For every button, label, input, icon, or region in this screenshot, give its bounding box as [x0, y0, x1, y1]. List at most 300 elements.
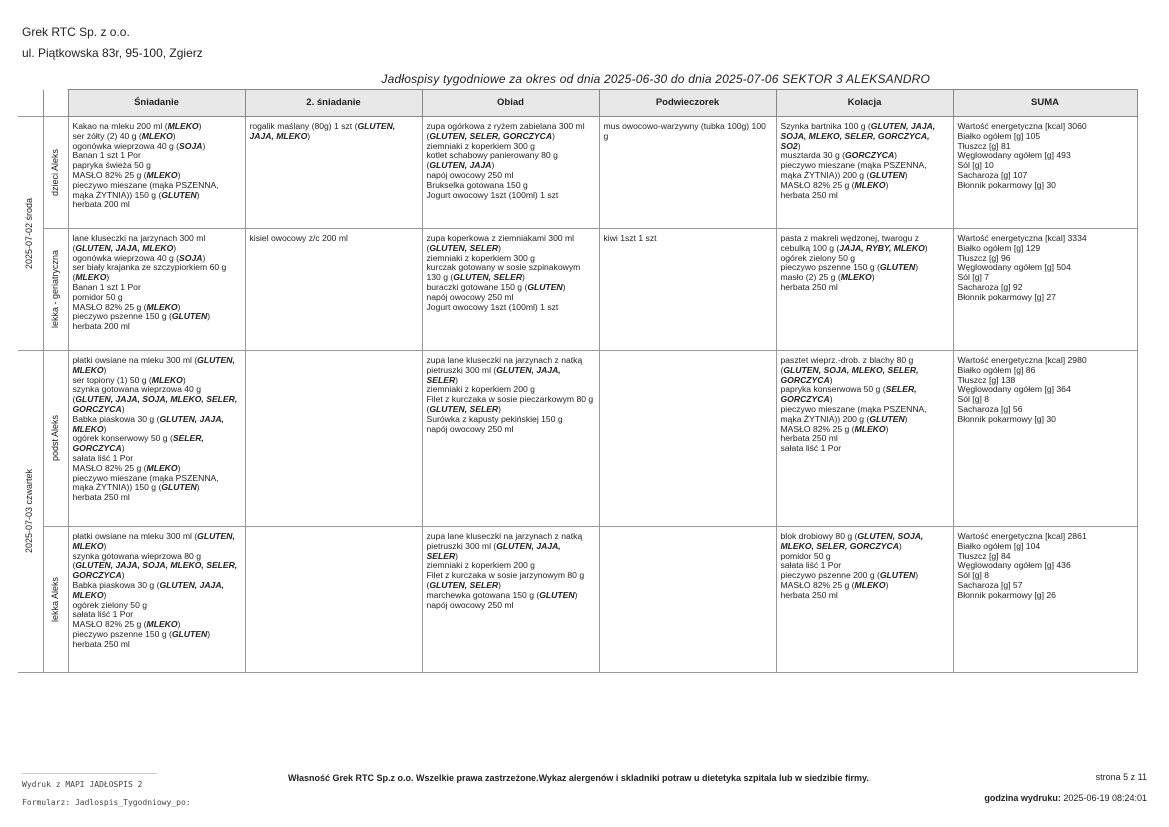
ownership-note: Własność Grek RTC Sp.z o.o. Wszelkie prawa zastrzeżone.Wykaz alergenów i skladniki potraw u dietetyka szpitala lub w siedzibie firmy.	[288, 773, 869, 783]
closing-paren: )	[574, 589, 578, 600]
menu-item	[73, 322, 241, 332]
closing-paren: )	[898, 540, 902, 551]
menu-item-text: ziemniaki z koperkiem 300 g	[426, 252, 535, 263]
menu-item	[604, 122, 772, 142]
diet-name: lekka Aleks	[49, 576, 60, 623]
menu-item-text: Sacharoza [g] 92	[957, 281, 1023, 292]
allergens: GLUTEN, JAJA, SOJA, MLEKO, SELER, GORCZYCA	[72, 394, 238, 414]
print-time-label: godzina wydruku:	[984, 793, 1061, 803]
menu-item	[250, 122, 418, 142]
closing-paren: )	[202, 140, 206, 151]
meal-cell-podwieczorek	[599, 117, 776, 229]
menu-item-text: sałata liść 1 Por	[72, 452, 134, 463]
menu-item-text: Węglowodany ogółem [g] 493	[957, 150, 1071, 161]
menu-item-text: Wartość energetyczna [kcal] 2980	[957, 355, 1087, 365]
menu-item-text: pieczywo mieszane (mąka PSZENNA, mąka ŻYTNIA)) 150 g (	[72, 179, 219, 200]
menu-item-text: płatki owsiane na mleku 300 ml (	[72, 355, 198, 365]
menu-item	[73, 532, 241, 552]
allergens: MLEKO	[146, 169, 178, 180]
menu-item-text: MASŁO 82% 25 g (	[72, 619, 147, 630]
footer-left	[22, 773, 191, 812]
menu-item-text: kisiel owocowy z/c 200 ml	[249, 233, 348, 243]
menu-item	[781, 532, 949, 552]
allergens: GLUTEN	[171, 628, 208, 639]
closing-paren: )	[103, 589, 107, 600]
menu-item	[958, 415, 1133, 425]
allergens: GLUTEN	[527, 281, 563, 292]
allergens: GLUTEN, JAJA, MLEKO	[72, 579, 224, 600]
closing-paren: )	[207, 628, 211, 639]
menu-item-text: Sól [g] 8	[957, 570, 990, 581]
menu-row	[18, 527, 1137, 673]
allergens: GLUTEN, JAJA, SELER	[426, 364, 561, 385]
closing-paren: )	[829, 374, 833, 385]
menu-item-text: Banan 1 szt 1 Por	[72, 150, 141, 161]
closing-paren: )	[915, 262, 919, 273]
allergens: MLEKO	[167, 121, 199, 131]
menu-item-text: ogórek zielony 50 g	[72, 599, 148, 610]
menu-item	[781, 191, 949, 201]
page-title: Jadłospisy tygodniowe za okres od dnia 2025-06-30 do dnia 2025-07-06 SEKTOR 3 ALEKSANDRO	[381, 72, 930, 86]
menu-table	[18, 89, 1138, 673]
menu-item-text: ziemniaki z koperkiem 200 g	[426, 384, 535, 395]
meal-cell-drugie-sniadanie	[245, 117, 422, 229]
menu-item	[781, 405, 949, 425]
menu-item-text: Szynka bartnika 100 g (	[780, 121, 871, 131]
menu-item-text: ogórek zielony 50 g	[780, 252, 856, 263]
menu-item-text: Filet z kurczaka w sosie jarzynowym 80 g (	[426, 570, 585, 590]
menu-item	[73, 263, 241, 283]
meal-cell-kolacja	[776, 527, 953, 673]
company-name: Grek RTC Sp. z o.o.	[22, 25, 130, 39]
allergens: SELER, GORCZYCA	[780, 384, 917, 405]
allergens: GLUTEN	[539, 589, 575, 600]
closing-paren: )	[904, 169, 908, 180]
menu-item-text: szynka gotowana wieprzowa 40 g (	[72, 384, 202, 405]
menu-item-text: Białko ogółem [g] 104	[957, 540, 1041, 551]
menu-item-text: Jogurt owocowy 1szt (100ml) 1 szt	[426, 189, 559, 200]
meal-cell-obiad	[422, 351, 599, 527]
closing-paren: )	[103, 364, 107, 375]
menu-item-text: ser topiony (1) 50 g (	[72, 374, 152, 385]
column-header-podwieczorek: Podwieczorek	[599, 90, 776, 117]
menu-row	[18, 117, 1137, 229]
menu-item	[427, 303, 595, 313]
menu-item-text: ziemniaki z koperkiem 300 g	[426, 140, 535, 151]
allergens: GORCZYCA	[844, 150, 895, 161]
menu-item	[781, 444, 949, 454]
diet-cell	[43, 527, 68, 673]
menu-item-text: napój owocowy 250 ml	[426, 423, 514, 434]
menu-item	[427, 151, 595, 171]
allergens: GLUTEN, JAJA	[429, 160, 492, 171]
menu-item-text: napój owocowy 250 ml	[426, 291, 514, 302]
allergens: GLUTEN, JAJA, SOJA, MLEKO, SELER, GORCZYCA, SO2	[780, 121, 936, 151]
menu-item	[427, 425, 595, 435]
menu-item-text: Sól [g] 10	[957, 160, 994, 171]
allergens: GLUTEN, SELER	[429, 403, 499, 414]
meal-cell-sniadanie	[68, 527, 245, 673]
menu-item	[958, 591, 1133, 601]
menu-item-text: ziemniaki z koperkiem 200 g	[426, 560, 535, 571]
footer-separator	[22, 773, 157, 774]
menu-item-text: ogonówka wieprzowa 40 g (	[72, 140, 180, 151]
menu-item	[781, 385, 949, 405]
menu-item	[73, 493, 241, 503]
menu-item-text: Białko ogółem [g] 105	[957, 130, 1041, 141]
menu-item-text: płatki owsiane na mleku 300 ml (	[72, 531, 198, 541]
menu-item	[427, 234, 595, 254]
day-date-cell	[18, 351, 43, 673]
menu-item	[250, 234, 418, 244]
allergens: JAJA, RYBY, MLEKO	[839, 242, 925, 253]
menu-item-text: pieczywo pszenne 150 g (	[72, 628, 172, 639]
allergens: MLEKO	[854, 579, 886, 590]
menu-item-text: Sacharoza [g] 56	[957, 403, 1023, 414]
meal-cell-suma	[953, 527, 1137, 673]
menu-item-text: Wartość energetyczna [kcal] 3060	[957, 121, 1087, 131]
menu-item-text: Węglowodany ogółem [g] 364	[957, 384, 1071, 395]
menu-item-text: zupa koperkowa z ziemniakami 300 ml (	[426, 233, 575, 253]
menu-item-text: marchewka gotowana 150 g (	[426, 589, 540, 600]
closing-paren: )	[885, 179, 889, 190]
menu-item-text: Babka piaskowa 30 g (	[72, 413, 160, 424]
meal-cell-obiad	[422, 229, 599, 351]
allergens: GLUTEN, JAJA, MLEKO	[72, 413, 224, 434]
menu-item-text: Tłuszcz [g] 138	[957, 374, 1016, 385]
menu-item-text: MASŁO 82% 25 g (	[72, 169, 147, 180]
diet-name: lekka - geriatryczna	[49, 250, 60, 329]
menu-item-text: lane kluseczki na jarzynach 300 ml (	[72, 233, 206, 253]
meal-cell-drugie-sniadanie	[245, 527, 422, 673]
menu-item	[958, 181, 1133, 191]
closing-paren: )	[491, 160, 495, 171]
closing-paren: )	[182, 374, 186, 385]
allergens: MLEKO	[854, 179, 886, 190]
menu-item-text: Błonnik pokarmowy [g] 30	[957, 179, 1056, 190]
menu-row	[18, 351, 1137, 527]
menu-item	[781, 283, 949, 293]
meal-cell-podwieczorek	[599, 351, 776, 527]
meal-cell-kolacja	[776, 229, 953, 351]
meal-cell-kolacja	[776, 351, 953, 527]
header-blank	[43, 90, 68, 117]
allergens: GLUTEN, JAJA, SOJA, MLEKO, SELER, GORCZYCA	[72, 560, 238, 581]
menu-item-text: Sacharoza [g] 57	[957, 579, 1023, 590]
diet-cell	[43, 229, 68, 351]
closing-paren: )	[455, 374, 459, 385]
meal-cell-suma	[953, 351, 1137, 527]
allergens: GLUTEN	[869, 169, 905, 180]
menu-item-text: kurczak gotowany w sosie szpinakowym 130 g (	[426, 262, 581, 283]
diet-name: dzieci Aleks	[49, 148, 60, 197]
menu-item	[73, 181, 241, 201]
menu-item	[73, 356, 241, 376]
menu-item-text: kiwi 1szt 1 szt	[603, 233, 657, 243]
closing-paren: )	[522, 272, 525, 283]
meal-cell-podwieczorek	[599, 527, 776, 673]
menu-item-text: herbata 200 ml	[72, 321, 130, 332]
day-date: 2025-07-02 środa	[24, 197, 35, 270]
closing-paren: )	[894, 150, 898, 161]
menu-item-text: pieczywo pszenne 200 g (	[780, 570, 880, 581]
menu-item-text: herbata 200 ml	[72, 199, 130, 210]
menu-item-text: herbata 250 ml	[780, 281, 838, 292]
closing-paren: )	[207, 311, 211, 322]
closing-paren: )	[177, 301, 181, 312]
closing-paren: )	[121, 403, 125, 414]
meal-cell-sniadanie	[68, 351, 245, 527]
column-header-drugie-sniadanie: 2. śniadanie	[245, 90, 422, 117]
column-header-kolacja: Kolacja	[776, 90, 953, 117]
menu-item-text: pieczywo mieszane (mąka PSZENNA, mąka ŻYTNIA)) 150 g (	[72, 472, 219, 493]
menu-item-text: MASŁO 82% 25 g (	[72, 462, 147, 473]
menu-item-text: pasta z makreli wędzonej, twarogu z cebulką 100 g (	[780, 233, 920, 253]
allergens: MLEKO	[141, 130, 173, 141]
menu-item	[958, 293, 1133, 303]
company-address: ul. Piątkowska 83r, 95-100, Zgierz	[22, 46, 203, 60]
menu-item-text: pieczywo pszenne 150 g (	[72, 311, 172, 322]
closing-paren: )	[173, 242, 177, 253]
menu-item-text: blok drobiowy 80 g (	[780, 531, 858, 541]
closing-paren: )	[121, 570, 125, 581]
menu-item	[781, 122, 949, 151]
menu-item-text: herbata 250 ml	[72, 638, 130, 649]
menu-item	[427, 122, 595, 142]
menu-body	[18, 117, 1137, 673]
printout-label: Wydruk z MAPI JADŁOSPIS 2	[22, 780, 143, 789]
closing-paren: )	[797, 140, 801, 151]
menu-row	[18, 229, 1137, 351]
closing-paren: )	[198, 121, 202, 131]
menu-item	[427, 532, 595, 561]
menu-item	[781, 161, 949, 181]
page-number: strona 5 z 11	[1095, 772, 1147, 782]
menu-item-text: Kakao na mleku 200 ml (	[72, 121, 168, 131]
menu-item-text: pieczywo mieszane (mąka PSZENNA, mąka ŻYTNIA)) 200 g (	[780, 403, 927, 424]
menu-item-text: herbata 250 ml	[72, 492, 130, 503]
menu-item-text: ogonówka wieprzowa 40 g (	[72, 252, 180, 263]
menu-item	[781, 234, 949, 254]
print-time	[984, 793, 1147, 803]
menu-item	[427, 601, 595, 611]
menu-item-text: buraczki gotowane 150 g (	[426, 281, 528, 292]
menu-item	[73, 385, 241, 414]
menu-item-text: Banan 1 szt 1 Por	[72, 281, 141, 292]
menu-item	[73, 434, 241, 454]
menu-item-text: ogórek konserwowy 50 g (	[72, 433, 173, 444]
form-label: Formularz: Jadlospis_Tygodniowy_po:	[22, 798, 191, 807]
allergens: GLUTEN	[161, 482, 197, 493]
menu-item	[73, 640, 241, 650]
allergens: MLEKO	[840, 272, 872, 283]
column-header-suma: SUMA	[953, 90, 1137, 117]
closing-paren: )	[871, 272, 875, 283]
closing-paren: )	[552, 130, 555, 141]
closing-paren: )	[172, 130, 176, 141]
menu-item-text: Błonnik pokarmowy [g] 27	[957, 291, 1056, 302]
closing-paren: )	[177, 169, 181, 180]
allergens: GLUTEN, JAJA, MLEKO	[249, 121, 396, 141]
menu-item-text: kotlet schabowy panierowany 80 g (	[426, 150, 558, 171]
menu-item-text: rogalik maślany (80g) 1 szt (	[249, 121, 358, 131]
allergens: GLUTEN	[161, 189, 197, 200]
menu-item-text: Tłuszcz [g] 96	[957, 252, 1011, 263]
closing-paren: )	[455, 550, 459, 561]
menu-item-text: Błonnik pokarmowy [g] 26	[957, 589, 1056, 600]
menu-item-text: zupa ogórkowa z ryżem zabielana 300 ml (	[426, 121, 585, 141]
menu-item-text: Węglowodany ogółem [g] 504	[957, 262, 1071, 273]
allergens: GLUTEN	[171, 311, 208, 322]
allergens: GLUTEN	[879, 570, 916, 581]
menu-item-text: zupa lane kluseczki na jarzynach z natką pietruszki 300 ml (	[426, 355, 583, 375]
menu-item-text: Białko ogółem [g] 86	[957, 364, 1036, 375]
closing-paren: )	[829, 394, 833, 405]
allergens: GLUTEN, SELER	[453, 272, 523, 283]
menu-item-text: pieczywo pszenne 150 g (	[780, 262, 880, 273]
menu-item	[73, 552, 241, 581]
meal-cell-suma	[953, 117, 1137, 229]
menu-item-text: sałata liść 1 Por	[780, 443, 842, 454]
menu-item	[73, 581, 241, 601]
menu-item	[781, 591, 949, 601]
menu-item-text: masło (2) 25 g (	[780, 272, 841, 283]
menu-item-text: Węglowodany ogółem [g] 436	[957, 560, 1071, 571]
closing-paren: )	[498, 403, 502, 414]
print-time-value: 2025-06-19 08:24:01	[1063, 793, 1147, 803]
allergens: GLUTEN, SOJA, MLEKO, SELER, GORCZYCA	[780, 531, 924, 551]
closing-paren: )	[498, 579, 502, 590]
menu-item-text: Sacharoza [g] 107	[957, 169, 1028, 180]
allergens: SELER, GORCZYCA	[72, 433, 204, 454]
menu-item	[781, 356, 949, 385]
closing-paren: )	[177, 462, 181, 473]
closing-paren: )	[106, 272, 110, 283]
menu-item-text: Błonnik pokarmowy [g] 30	[957, 413, 1056, 424]
menu-item-text: Tłuszcz [g] 81	[957, 140, 1011, 151]
day-date-cell	[18, 117, 43, 351]
header-blank	[18, 90, 43, 117]
header-row	[18, 90, 1137, 117]
menu-item-text: ser biały krajanka ze szczypiorkiem 60 g (	[72, 262, 227, 283]
menu-item-text: Jogurt owocowy 1szt (100ml) 1 szt	[426, 301, 559, 312]
closing-paren: )	[885, 579, 889, 590]
menu-item-text: napój owocowy 250 ml	[426, 599, 514, 610]
allergens: MLEKO	[146, 301, 178, 312]
company-info	[22, 22, 203, 64]
menu-item-text: musztarda 30 g (	[780, 150, 845, 161]
allergens: MLEKO	[146, 619, 178, 630]
closing-paren: )	[196, 189, 200, 200]
column-header-sniadanie: Śniadanie	[68, 90, 245, 117]
menu-item-text: MASŁO 82% 25 g (	[72, 301, 147, 312]
meal-cell-kolacja	[776, 117, 953, 229]
menu-item-text: napój owocowy 250 ml	[426, 169, 514, 180]
menu-item-text: papryka świeża 50 g	[72, 160, 151, 171]
menu-item	[73, 415, 241, 435]
menu-item	[73, 234, 241, 254]
closing-paren: )	[121, 443, 125, 454]
menu-item	[427, 191, 595, 201]
menu-item	[73, 200, 241, 210]
meal-cell-podwieczorek	[599, 229, 776, 351]
allergens: GLUTEN, JAJA, SELER	[426, 540, 561, 561]
diet-cell	[43, 351, 68, 527]
allergens: GLUTEN	[879, 262, 916, 273]
menu-item	[73, 474, 241, 494]
allergens: GLUTEN, SOJA, MLEKO, SELER, GORCZYCA	[780, 364, 919, 385]
menu-item-text: MASŁO 82% 25 g (	[780, 179, 855, 190]
column-header-obiad: Obiad	[422, 90, 599, 117]
menu-item-text: zupa lane kluseczki na jarzynach z natką pietruszki 300 ml (	[426, 531, 583, 551]
closing-paren: )	[915, 570, 919, 581]
closing-paren: )	[885, 423, 889, 434]
menu-item	[427, 395, 595, 415]
menu-item-text: herbata 250 ml	[780, 189, 838, 200]
closing-paren: )	[924, 242, 928, 253]
closing-paren: )	[196, 482, 200, 493]
menu-item-text: Tłuszcz [g] 84	[957, 550, 1011, 561]
menu-item-text: Surówka z kapusty pekińskiej 150 g	[426, 413, 563, 424]
allergens: GLUTEN, SELER	[429, 242, 499, 253]
menu-item-text: sałata liść 1 Por	[780, 560, 842, 571]
menu-item-text: Babka piaskowa 30 g (	[72, 579, 160, 590]
menu-item-text: pomidor 50 g	[780, 550, 831, 561]
allergens: GLUTEN, JAJA, MLEKO	[75, 242, 174, 253]
menu-item-text: pieczywo mieszane (mąka PSZENNA, mąka ŻYTNIA)) 200 g (	[780, 160, 927, 180]
diet-cell	[43, 117, 68, 229]
meal-cell-drugie-sniadanie	[245, 229, 422, 351]
closing-paren: )	[562, 281, 566, 292]
closing-paren: )	[307, 130, 311, 141]
menu-item-text: Filet z kurczaka w sosie pieczarkowym 80 g (	[426, 394, 594, 414]
allergens: SOJA	[179, 252, 203, 263]
menu-item-text: Wartość energetyczna [kcal] 2861	[957, 531, 1087, 541]
menu-item-text: Białko ogółem [g] 129	[957, 242, 1041, 253]
allergens: GLUTEN, MLEKO	[72, 355, 235, 375]
menu-item-text: szynka gotowana wieprzowa 80 g (	[72, 550, 202, 571]
allergens: MLEKO	[75, 272, 107, 283]
menu-item-text: Sól [g] 8	[957, 394, 990, 405]
menu-item-text: mus owocowo-warzywny (tubka 100g) 100 g	[603, 121, 766, 141]
allergens: MLEKO	[151, 374, 183, 385]
allergens: GLUTEN, MLEKO	[72, 531, 235, 551]
meal-cell-suma	[953, 229, 1137, 351]
closing-paren: )	[498, 242, 502, 253]
menu-item-text: herbata 250 ml	[780, 433, 838, 444]
menu-item-text: Sól [g] 7	[957, 272, 990, 283]
menu-item-text: herbata 250 ml	[780, 589, 838, 600]
allergens: SOJA	[179, 140, 203, 151]
menu-item-text: MASŁO 82% 25 g (	[780, 579, 855, 590]
closing-paren: )	[177, 619, 181, 630]
allergens: GLUTEN	[869, 413, 905, 424]
menu-item-text: pasztet wieprz.-drob. z blachy 80 g (	[780, 355, 914, 375]
meal-cell-sniadanie	[68, 117, 245, 229]
menu-item-text: Wartość energetyczna [kcal] 3334	[957, 233, 1087, 243]
meal-cell-drugie-sniadanie	[245, 351, 422, 527]
menu-item-text: Brukselka gotowana 150 g	[426, 179, 528, 190]
diet-name: podst Aleks	[49, 415, 60, 462]
day-date: 2025-07-03 czwartek	[24, 469, 35, 554]
menu-item-text: ser żółty (2) 40 g (	[72, 130, 142, 141]
menu-item	[604, 234, 772, 244]
menu-item-text: pomidor 50 g	[72, 291, 123, 302]
closing-paren: )	[202, 252, 206, 263]
meal-cell-obiad	[422, 527, 599, 673]
allergens: MLEKO	[146, 462, 178, 473]
menu-item	[427, 571, 595, 591]
